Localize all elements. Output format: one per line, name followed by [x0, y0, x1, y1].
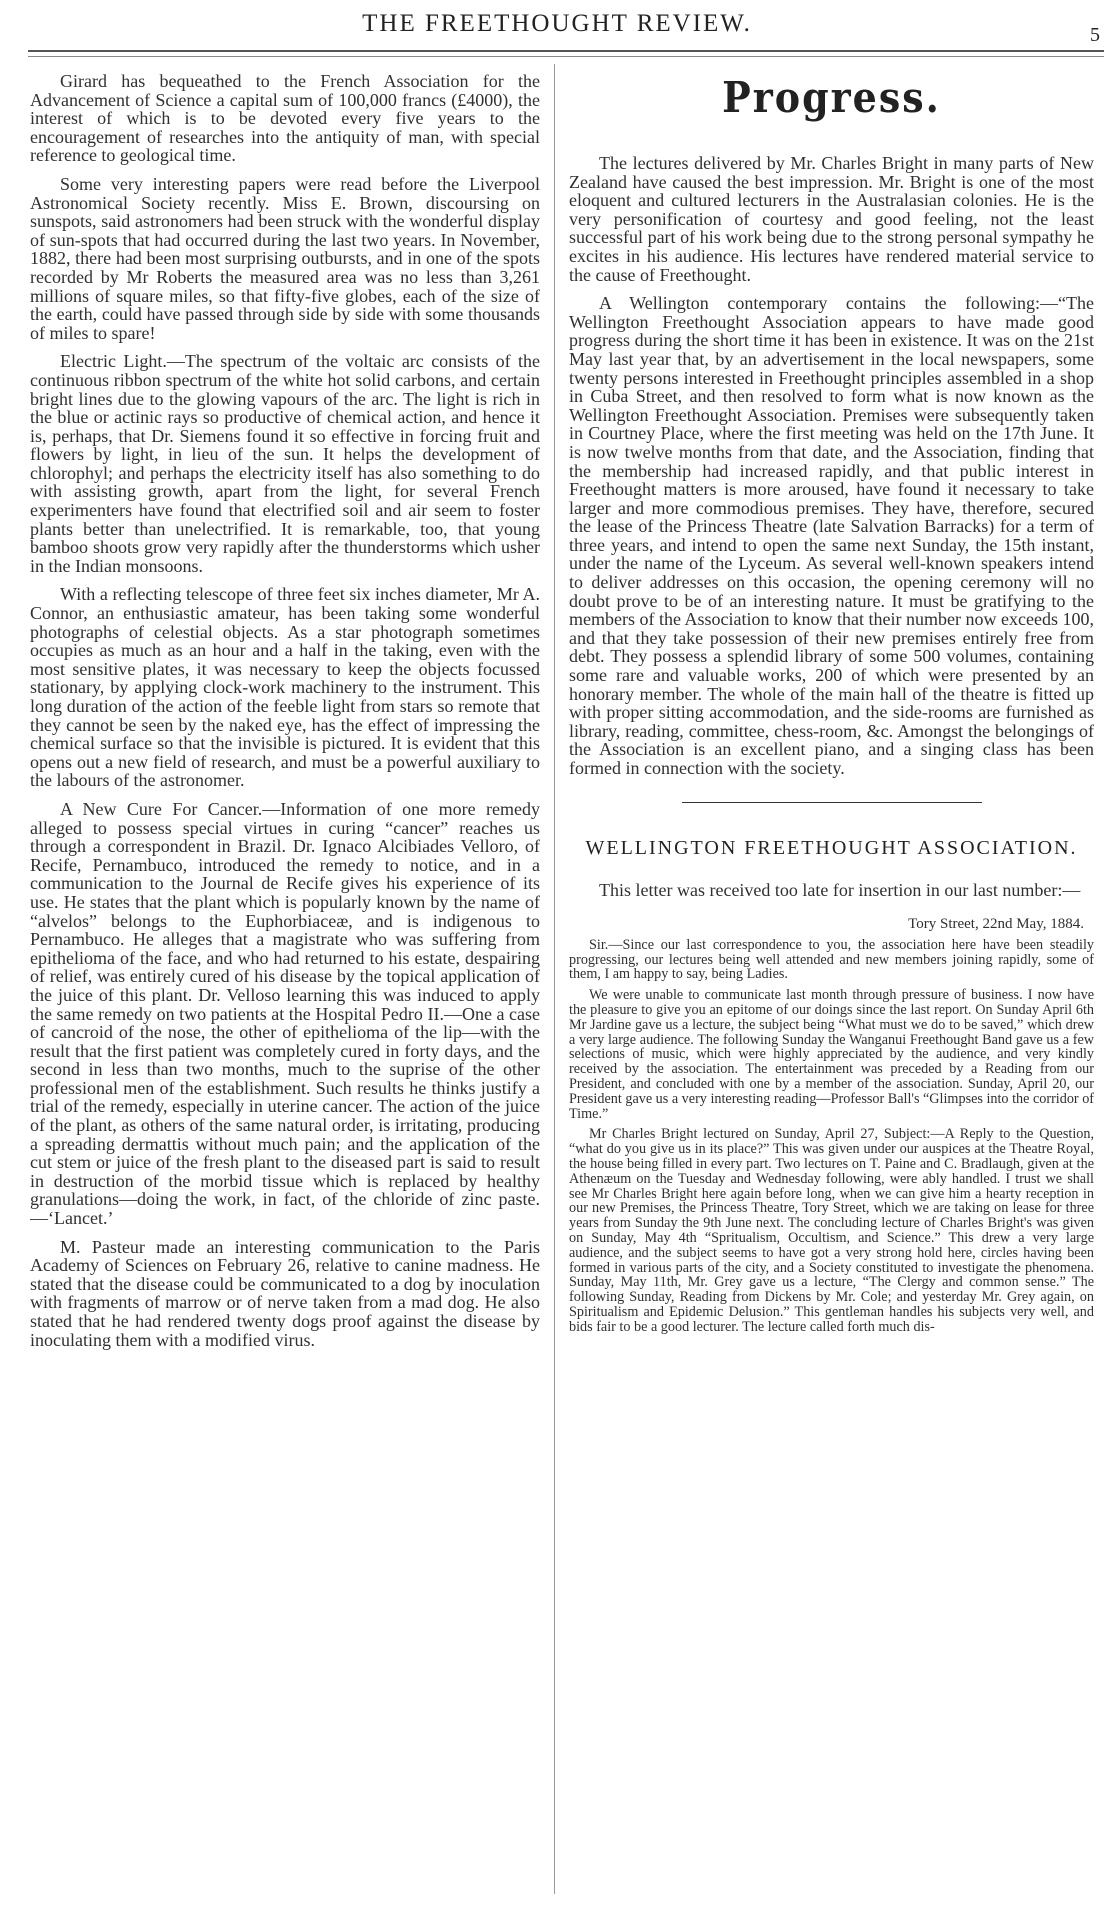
letter-paragraph: Mr Charles Bright lectured on Sunday, April 27, Subject:—A Reply to the Question, “what do you give us in its place?” This was given under our auspices at the Theatre Royal, the house being filled in every part. Two lectures on T. Paine and C. Bradlaugh, given at the Athenæum on the Tuesday and Wednesday following, were ably handled. I trust we shall see Mr Charles Bright here again before long, when we can give him a hearty reception in our new Premises, the Princess Theatre, Tory Street, which we are taking on lease for three years from Sunday the 9th June next. The concluding lecture of Charles Bright's was given on Sunday, May 4th “Spritualism, Occultism, and Science.” This drew a very large audience, and the subject seems to have got a very strong hold here, circles having been formed in various parts of the city, and a Society constituted to investigate the phenomena. Sunday, May 11th, Mr. Grey gave us a lecture, “The Clergy and common sense.” The following Sunday, Reading from Dickens by Mr. Cole; and yesterday Mr. Grey again, on Spiritualism and Epidemic Delusion.” This gentleman handles his subjects very well, and bids fair to be a good lecturer. The lecture called forth much dis- [569, 1126, 1094, 1335]
paragraph-wellington-contemporary: A Wellington contemporary contains the following:—“The Wellington Freethought Association appears to have made good progress during the short time it has been in existence. It was on the 21st May last year that, by an advertisement in the local newspapers, some twenty persons interested in Freethought principles assembled in a shop in Cuba Street, and then resolved to form what is now known as the Wellington Freethought Association. Premises were subsequently taken in Courtney Place, where the first meeting was held on the 17th June. It is now twelve months from that date, and the Association, finding that the membership had increased rapidly, and that public interest in Freethought matters is more aroused, have found it necessary to take larger and more commodious premises. They have, therefore, secured the lease of the Princess Theatre (late Salvation Barracks) for a term of three years, and intend to open the same next Sunday, the 15th instant, under the name of the Lyceum. As several well-known speakers intend to deliver addresses on this occasion, the opening ceremony will no doubt prove to be of an interesting nature. It must be gratifying to the members of the Association to know that their number now exceeds 100, and that they take possession of their new premises entirely free from debt. They possess a splendid library of some 500 volumes, containing some rare and valuable works, 200 of which were presented by an honorary member. The whole of the main hall of the theatre is fitted up with proper sitting accommodation, and the side-rooms are furnished as library, reading, committee, chess-room, &c. Amongst the belongings of the Association is an excellent piano, and a singing class has been formed in connection with the society. [569, 293, 1094, 778]
paragraph-sunspots: Some very interesting papers were read before the Liverpool Astronomical Society recently. Miss E. Brown, discoursing on sunspots, said astronomers had been struck with the wonderful display of sun-spots that had occurred during the last two years. In November, 1882, there had been most surprising outbursts, and in one of the spots recorded by Mr Roberts the measured area was no less than 3,261 millions of square miles, so that fifty-five globes, each of the size of the earth, could have passed through side by side with some thousands of miles to spare! [30, 173, 540, 343]
paragraph-bright-lectures: The lectures delivered by Mr. Charles Bright in many parts of New Zealand have caused the best impression. Mr. Bright is one of the most eloquent and cultured lecturers in the Australasian colonies. He is the very personification of courtesy and good feeling, not the least successful part of his work being due to the strong personal sympathy he excites in his audience. His lectures have rendered material service to the cause of Freethought. [569, 153, 1094, 285]
page-number: 5 [1090, 24, 1100, 46]
letter-dateline: Tory Street, 22nd May, 1884. [908, 916, 1084, 933]
column-divider [554, 64, 555, 1894]
page-header [0, 0, 1114, 60]
paragraph-telescope: With a reflecting telescope of three feet six inches diameter, Mr A. Connor, an enthusiastic amateur, has been taking some wonderful photographs of celestial objects. As a star photograph sometimes occupies as much as an hour and a half in the taking, even with the most sensitive plates, it was necessary to keep the objects focussed stationary, by applying clock-work machinery to the instrument. This long duration of the action of the feeble light from stars so remote that they cannot be seen by the naked eye, has the effect of impressing the chemical surface so that the invisible is pictured. It is evident that this opens out a new field of research, and must be a powerful auxiliary to the labours of the astronomer. [30, 584, 540, 791]
running-title: THE FREETHOUGHT REVIEW. [362, 10, 752, 37]
paragraph-cancer-cure: A New Cure For Cancer.—Information of one more remedy alleged to possess special virtues in curing “cancer” reaches us through a correspondent in Brazil. Dr. Ignaco Alcibiades Velloro, of Recife, Pernambuco, introduced the remedy to notice, and in a communication to the Journal de Recife gives his experience of its use. He states that the plant which is popularly known by the name of “alvelos” belongs to the Euphorbiaceæ, and is indigenous to Pernambuco. He alleges that a magistrate who was suffering from epithelioma of the face, and who had returned to his estate, despairing of relief, was entirely cured of his disease by the topical application of the juice of this plant. Dr. Velloso learning this was induced to apply the same remedy on two patients at the Hospital Pedro II.—One a case of cancroid of the nose, the other of epithelioma of the lip—with the result that the first patient was completely cured in forty days, and the second in less than two months, much to the suprise of the other professional men of the establishment. Such results he thinks justify a trial of the remedy, especially in uterine cancer. The action of the juice of the plant, as others of the same natural order, is irritating, producing a spreading dermattis without much pain; and the application of the cut stem or juice of the fresh plant to the diseased part is said to result in destruction of the morbid tissue which is replaced by healthy granulations—doing the work, in fact, of the chloride of zinc paste.—‘Lancet.’ [30, 798, 540, 1229]
subheading-association: WELLINGTON FREETHOUGHT ASSOCIATION. [585, 836, 1078, 859]
paragraph-pasteur: M. Pasteur made an interesting communication to the Paris Academy of Sciences on February 26, relative to canine madness. He stated that the disease could be communicated to a dog by inoculation with fragments of marrow or of nerve taken from a mad dog. He also stated that he had rendered twenty dogs proof against the disease by inoculating them with a modified virus. [30, 1236, 540, 1350]
left-column [30, 72, 540, 1897]
letter-intro: This letter was received too late for insertion in our last number:— [599, 879, 1081, 900]
letter-paragraph: Sir.—Since our last correspondence to you, the association here have been steadily progressing, our lectures being well attended and new members joining rapidly, some of them, I am happy to say, being Ladies. [569, 936, 1094, 983]
header-rule-thin [28, 56, 1104, 57]
section-heading-progress: Progress. [722, 72, 941, 123]
paragraph-girard-bequest: Girard has bequeathed to the French Association for the Advancement of Science a capital sum of 100,000 francs (£4000), the interest of which is to be devoted every five years to the encouragement of researches into the antiquity of man, with special reference to geological time. [30, 72, 540, 166]
paragraph-electric-light: Electric Light.—The spectrum of the voltaic arc consists of the continuous ribbon spectrum of the white hot solid carbons, and certain bright lines due to the glowing vapours of the arc. The light is rich in the blue or actinic rays so productive of chemical action, and hence it is, perhaps, that Dr. Siemens found it so effective in forcing fruit and flowers by light, in lieu of the sun. It helps the development of chlorophyl; and perhaps the electricity itself has also something to do with assisting growth, apart from the light, for several French experimenters have found that electrified soil and air seem to foster plants better than unelectrified. It is remarkable, too, that young bamboo shoots grow very rapidly after the thunderstorms which usher in the Indian monsoons. [30, 351, 540, 576]
letter-paragraph: We were unable to communicate last month through pressure of business. I now have the pleasure to give you an epitome of our doings since the last report. On Sunday April 6th Mr Jardine gave us a lecture, the subject being “What must we do to be saved,” which drew a very large audience. The following Sunday the Wanganui Freethought Band gave us a few selections of music, which were highly appreciated by the audience, and very kindly received by the association. The entertainment was preceded by a Reading from our President, and concluded with one by a member of the association. Sunday, April 20, our President gave us a very interesting reading—Professor Ball's “Glimpses into the corridor of Time.” [569, 987, 1094, 1122]
header-rule [28, 50, 1104, 52]
right-column [569, 72, 1094, 1897]
section-divider [682, 802, 982, 803]
